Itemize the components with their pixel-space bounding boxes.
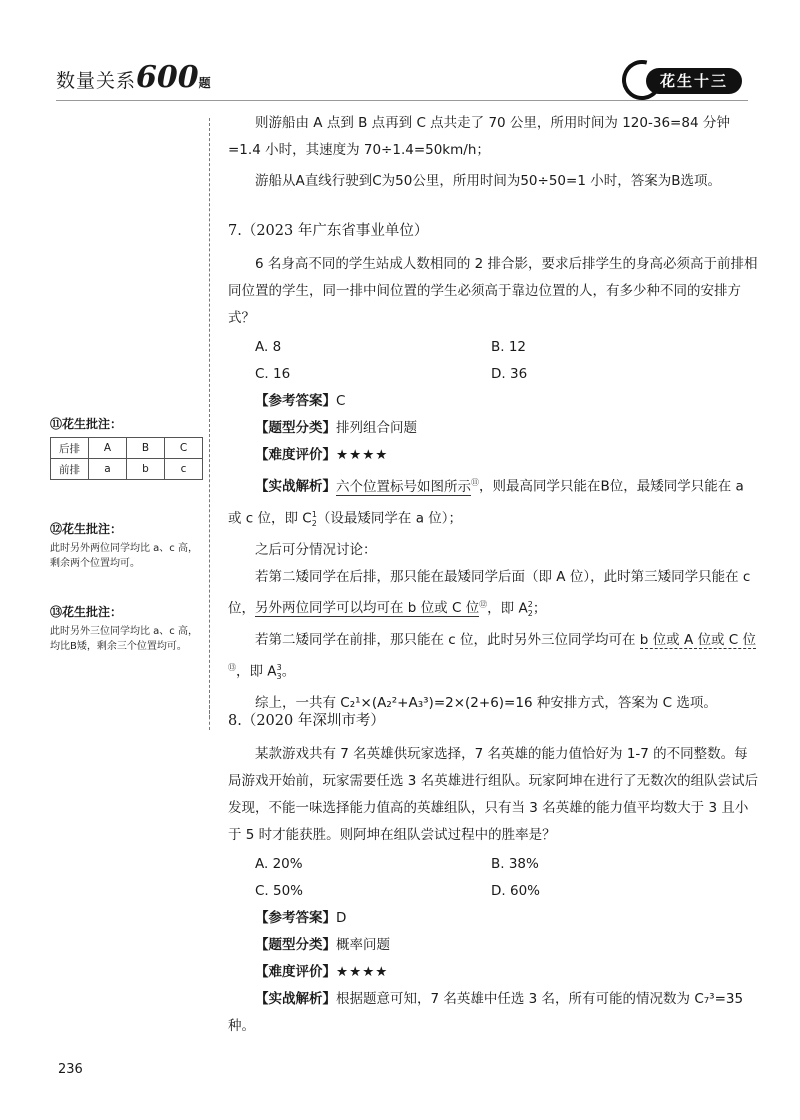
page-number: 236 xyxy=(58,1062,83,1077)
q8-option-a: A. 20% xyxy=(255,856,303,872)
q8-difficulty-row xyxy=(228,959,760,986)
q7-difficulty-row xyxy=(228,442,760,469)
q7-option-a: A. 8 xyxy=(255,339,282,355)
q7-answer-row xyxy=(228,388,760,415)
q7-option-c: C. 16 xyxy=(255,366,291,382)
q7-analysis-label: 【实战解析】 xyxy=(255,478,336,495)
note-ref-11: ⑪ xyxy=(471,478,479,487)
q7-analysis-5: 综上，一共有 C₂¹×(A₂²+A₃³)=2×(2+6)=16 种安排方式，答案为 C 选项。 xyxy=(255,695,717,712)
q7-analysis-1: 【实战解析】六个位置标号如图所示⑪，则最高同学只能在B位，最矮同学只能在 a 或 c 位，即 $C_2^1$（设最矮同学在 a 位）； xyxy=(228,478,744,528)
table-cell: b xyxy=(127,459,165,480)
q8-option-d: D. 60% xyxy=(491,883,540,899)
question-7 xyxy=(228,218,760,717)
note-ref-12: ⑫ xyxy=(479,599,488,609)
q7-analysis-3c: ，即 A xyxy=(487,600,528,617)
q7-analysis-2: 之后可分情况讨论： xyxy=(255,541,377,558)
note-13-title: ⑬花生批注： xyxy=(50,605,123,619)
book-title xyxy=(56,60,212,95)
q8-option-b: B. 38% xyxy=(491,856,539,872)
q8-type-row xyxy=(228,932,760,959)
q7-difficulty-label: 【难度评价】 xyxy=(255,447,336,463)
q8-analysis-label: 【实战解析】 xyxy=(255,991,336,1007)
q8-analysis-text: 根据题意可知，7 名英雄中任选 3 名，所有可能的情况数为 C₇³=35 种。 xyxy=(228,991,744,1034)
q7-analysis-1c: （设最矮同学在 a 位）； xyxy=(316,510,463,526)
table-cell: 前排 xyxy=(51,459,89,480)
brand-logo xyxy=(622,60,746,100)
margin-divider xyxy=(209,118,210,718)
note-12-title: ⑫花生批注： xyxy=(50,522,123,536)
margin-divider-lower xyxy=(209,690,210,730)
q7-analysis-4: 若第二矮同学在前排，那只能在 c 位，此时另外三位同学均可在 b 位或 A 位或 C 位⑬，即 $A_3^3$。 xyxy=(228,631,756,682)
q7-stem: 6 名身高不同的学生站成人数相同的 2 排合影，要求后排学生的身高必须高于前排相同位置的学生，同一排中间位置的学生必须高于靠边位置的人，有多少种不同的安排方式？ xyxy=(228,256,758,326)
brand-name: 花生十三 xyxy=(646,68,742,94)
q7-answer-label: 【参考答案】 xyxy=(255,393,336,409)
q8-option-c: C. 50% xyxy=(255,883,304,899)
q8-stem: 某款游戏共有 7 名英雄供玩家选择，7 名英雄的能力值恰好为 1-7 的不同整数。每局游戏开始前，玩家需要任选 3 名英雄进行组队。玩家阿坤在进行了无数次的组队尝试后发现，不能一味选择能力值高的英雄组队，只有当 3 名英雄的能力值平均数大于 3 且小于 5 时才能获胜。则阿坤在组队尝试过程中的胜率是？ xyxy=(228,746,759,843)
q7-analysis-3: 若第二矮同学在后排，那只能在最矮同学后面（即 A 位），此时第三矮同学只能在 c 位，另外两位同学可以均可在 b 位或 C 位⑫，即 $A_2^2$； xyxy=(228,568,751,618)
q7-analysis-3a: 若第二矮同学在后排，那只能在最矮同学后面（即 A 位），此时第三矮同学只能在 c 位， xyxy=(228,568,751,617)
table-cell: B xyxy=(127,438,165,459)
note-ref-13: ⑬ xyxy=(228,662,236,672)
book-title-suffix: 题 xyxy=(198,76,212,90)
table-cell: C xyxy=(165,438,203,459)
q8-difficulty-stars: ★★★★ xyxy=(336,964,389,980)
q7-type-row xyxy=(228,415,760,442)
book-title-text: 数量关系 xyxy=(56,70,137,92)
q8-options xyxy=(228,851,760,905)
header-divider xyxy=(56,100,748,101)
table-cell: a xyxy=(89,459,127,480)
q8-difficulty-label: 【难度评价】 xyxy=(255,964,336,980)
q7-title: 7.（2023 年广东省事业单位） xyxy=(228,223,429,239)
q7-analysis-4a: 若第二矮同学在前排，那只能在 c 位，此时另外三位同学均可在 xyxy=(255,631,640,648)
book-title-number: 600 xyxy=(136,60,199,95)
q7-analysis-1b: ，则最高同学只能在B位，最矮同学只能在 a 或 c 位，即 C xyxy=(228,478,744,526)
note-13-text: 此时另外三位同学均比 a、c 高，均比B矮，剩余三个位置均可。 xyxy=(50,626,198,652)
table-row xyxy=(51,438,203,459)
q8-answer-label: 【参考答案】 xyxy=(255,910,336,926)
q8-type: 概率问题 xyxy=(336,937,390,953)
q8-analysis-1 xyxy=(228,986,760,1040)
question-8 xyxy=(228,708,760,1040)
main-content xyxy=(228,110,760,195)
q8-title: 8.（2020 年深圳市考） xyxy=(228,713,385,729)
note-12-text: 此时另外两位同学均比 a、c 高，剩余两个位置均可。 xyxy=(50,543,198,569)
table-row xyxy=(51,459,203,480)
table-cell: A xyxy=(89,438,127,459)
q7-analysis-1a: 六个位置标号如图所示 xyxy=(336,478,471,495)
continuation-line-1: 则游船由 A 点到 B 点再到 C 点共走了 70 公里，所用时间为 120-36=84 分钟 =1.4 小时，其速度为 70÷1.4=50km/h； xyxy=(228,115,730,158)
q7-answer: C xyxy=(336,393,346,409)
q7-difficulty-stars: ★★★★ xyxy=(336,447,389,463)
q7-type-label: 【题型分类】 xyxy=(255,420,336,436)
q7-type: 排列组合问题 xyxy=(336,420,417,436)
q7-option-b: B. 12 xyxy=(491,339,527,355)
continuation-line-2: 游船从A直线行驶到C为50公里，所用时间为50÷50=1 小时，答案为B选项。 xyxy=(255,173,721,189)
q8-type-label: 【题型分类】 xyxy=(255,937,336,953)
position-table xyxy=(50,437,203,480)
q7-option-d: D. 36 xyxy=(491,366,528,382)
q7-options xyxy=(228,334,760,388)
q7-analysis-3b: 另外两位同学可以均可在 b 位或 C 位 xyxy=(255,600,480,617)
table-cell: 后排 xyxy=(51,438,89,459)
q7-analysis-4c: ，即 A xyxy=(236,663,277,680)
table-cell: c xyxy=(165,459,203,480)
q8-answer: D xyxy=(336,910,347,926)
q7-analysis-4b: b 位或 A 位或 C 位 xyxy=(639,631,756,648)
note-11-title: ⑪花生批注： xyxy=(50,417,123,431)
q8-answer-row xyxy=(228,905,760,932)
